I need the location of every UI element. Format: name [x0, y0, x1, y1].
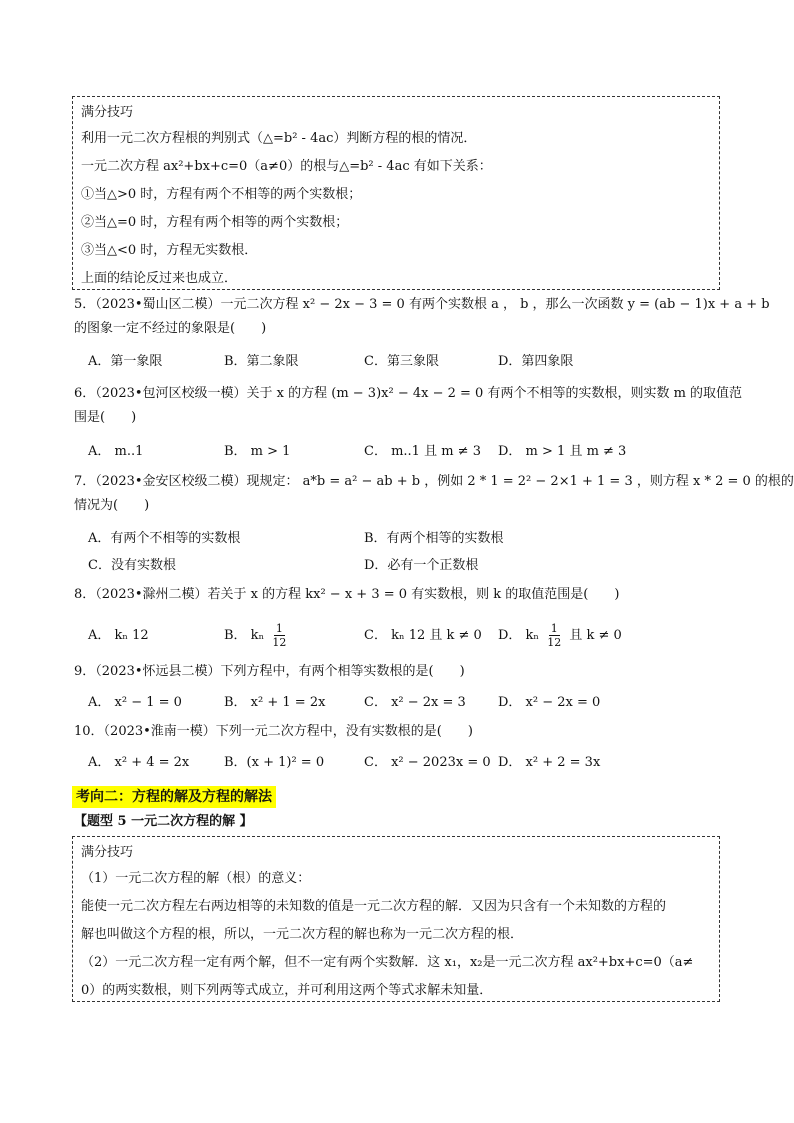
question-text: 6．（2023•包河区校级一模）关于 x 的方程 (m − 3)x² − 4x − 2 = 0 有两个不相等的实数根，则实数 m 的取值范: [74, 386, 743, 401]
option-a[interactable]: A．第一象限: [88, 354, 163, 369]
question-9-options: [88, 691, 728, 715]
fraction-denominator: 12: [547, 636, 562, 649]
tips-box-solution-meaning: [72, 836, 720, 1002]
question-text: 的图象一定不经过的象限是( ): [74, 321, 267, 336]
question-7-options-row2: [88, 554, 728, 578]
question-type-heading: 【题型 5 一元二次方程的解 】: [74, 814, 253, 829]
tips-line: ①当△>0 时，方程有两个不相等的两个实数根；: [81, 187, 362, 202]
option-b[interactable]: B．第二象限: [224, 354, 299, 369]
option-d[interactable]: D． x² + 2 = 3x: [498, 755, 601, 770]
question-6: [74, 382, 743, 430]
option-b[interactable]: B．(x + 1)² = 0: [224, 755, 325, 770]
option-b[interactable]: B． m > 1: [224, 444, 291, 459]
fraction-numerator: 1: [550, 622, 558, 635]
tips-line: （2）一元二次方程一定有两个解，但不一定有两个实数解．这 x₁，x₂是一元二次方程 ax²+bx+c=0（a≠: [81, 955, 694, 970]
option-a[interactable]: A． x² + 4 = 2x: [88, 755, 190, 770]
option-a[interactable]: A． m..1: [88, 444, 144, 459]
question-8: [74, 583, 724, 607]
option-d[interactable]: D．第四象限: [498, 354, 574, 369]
option-a[interactable]: A． kₙ 12: [88, 628, 149, 643]
fraction-numerator: 1: [275, 622, 283, 635]
question-text: 7．（2023•金安区校级二模）现规定： a*b = a² − ab + b ，例如 2 * 1 = 2² − 2×1 + 1 = 3 ，则方程 x * 2 = 0 的根的: [74, 474, 794, 489]
question-10: [74, 720, 724, 744]
question-5: [74, 293, 770, 341]
option-b[interactable]: B． x² + 1 = 2x: [224, 695, 326, 710]
tips-title: 满分技巧: [81, 105, 134, 120]
question-text: 10．（2023•淮南一模）下列一元二次方程中，没有实数根的是( ): [74, 724, 473, 739]
question-text: 围是( ): [74, 410, 137, 425]
option-b-text: B． kₙ: [224, 628, 265, 643]
option-a[interactable]: A． x² − 1 = 0: [88, 695, 182, 710]
tips-line: 解也叫做这个方程的根，所以，一元二次方程的解也称为一元二次方程的根．: [81, 927, 524, 942]
tips-line: 一元二次方程 ax²+bx+c=0（a≠0）的根与△=b² - 4ac 有如下关系：: [81, 159, 492, 174]
question-8-options: [88, 621, 728, 651]
option-c[interactable]: C． x² − 2x = 3: [364, 695, 466, 710]
option-c[interactable]: C．没有实数根: [88, 558, 176, 573]
question-text: 9．（2023•怀远县二模）下列方程中，有两个相等实数根的是( ): [74, 664, 465, 679]
option-d-text: D． kₙ: [498, 628, 540, 643]
question-5-options: [88, 350, 728, 374]
tips-line: （1）一元二次方程的解（根）的意义：: [81, 871, 311, 886]
tips-line: 利用一元二次方程根的判别式（△=b² - 4ac）判断方程的根的情况．: [81, 131, 477, 146]
option-c[interactable]: C． m..1 且 m ≠ 3: [364, 444, 481, 459]
option-b[interactable]: [224, 621, 290, 651]
question-10-options: [88, 751, 728, 775]
tips-title: 满分技巧: [81, 845, 134, 860]
option-b[interactable]: B．有两个相等的实数根: [364, 531, 504, 546]
option-c[interactable]: C． kₙ 12 且 k ≠ 0: [364, 628, 482, 643]
tips-line: 0）的两实数根，则下列两等式成立，并可利用这两个等式求解未知量．: [81, 983, 493, 998]
question-7-options-row1: [88, 527, 728, 551]
option-c[interactable]: C．第三象限: [364, 354, 439, 369]
tips-box-discriminant: [72, 96, 720, 290]
option-a[interactable]: A．有两个不相等的实数根: [88, 531, 241, 546]
option-d[interactable]: [498, 621, 622, 651]
question-text: 情况为( ): [74, 498, 150, 513]
question-9: [74, 660, 724, 684]
fraction-one-twelfth: [270, 622, 288, 649]
question-7: [74, 470, 794, 518]
option-c[interactable]: C． x² − 2023x = 0: [364, 755, 491, 770]
option-d[interactable]: D．必有一个正数根: [364, 558, 479, 573]
question-6-options: [88, 440, 728, 464]
tips-line: ③当△<0 时，方程无实数根．: [81, 243, 258, 258]
section-title: 考向二：方程的解及方程的解法: [72, 786, 276, 808]
tips-line: 上面的结论反过来也成立．: [81, 271, 238, 286]
question-text: 5．（2023•蜀山区二模）一元二次方程 x² − 2x − 3 = 0 有两个实数根 a ， b ，那么一次函数 y = (ab − 1)x + a + b: [74, 297, 770, 312]
tips-line: 能使一元二次方程左右两边相等的未知数的值是一元二次方程的解．又因为只含有一个未知数的方程的: [81, 899, 667, 914]
option-d[interactable]: D． m > 1 且 m ≠ 3: [498, 444, 627, 459]
option-d[interactable]: D． x² − 2x = 0: [498, 695, 601, 710]
fraction-denominator: 12: [272, 636, 287, 649]
tips-line: ②当△=0 时，方程有两个相等的两个实数根；: [81, 215, 349, 230]
question-text: 8．（2023•滁州二模）若关于 x 的方程 kx² − x + 3 = 0 有实数根，则 k 的取值范围是( ): [74, 587, 620, 602]
fraction-one-twelfth: [545, 622, 563, 649]
option-d-suffix: 且 k ≠ 0: [569, 628, 622, 643]
